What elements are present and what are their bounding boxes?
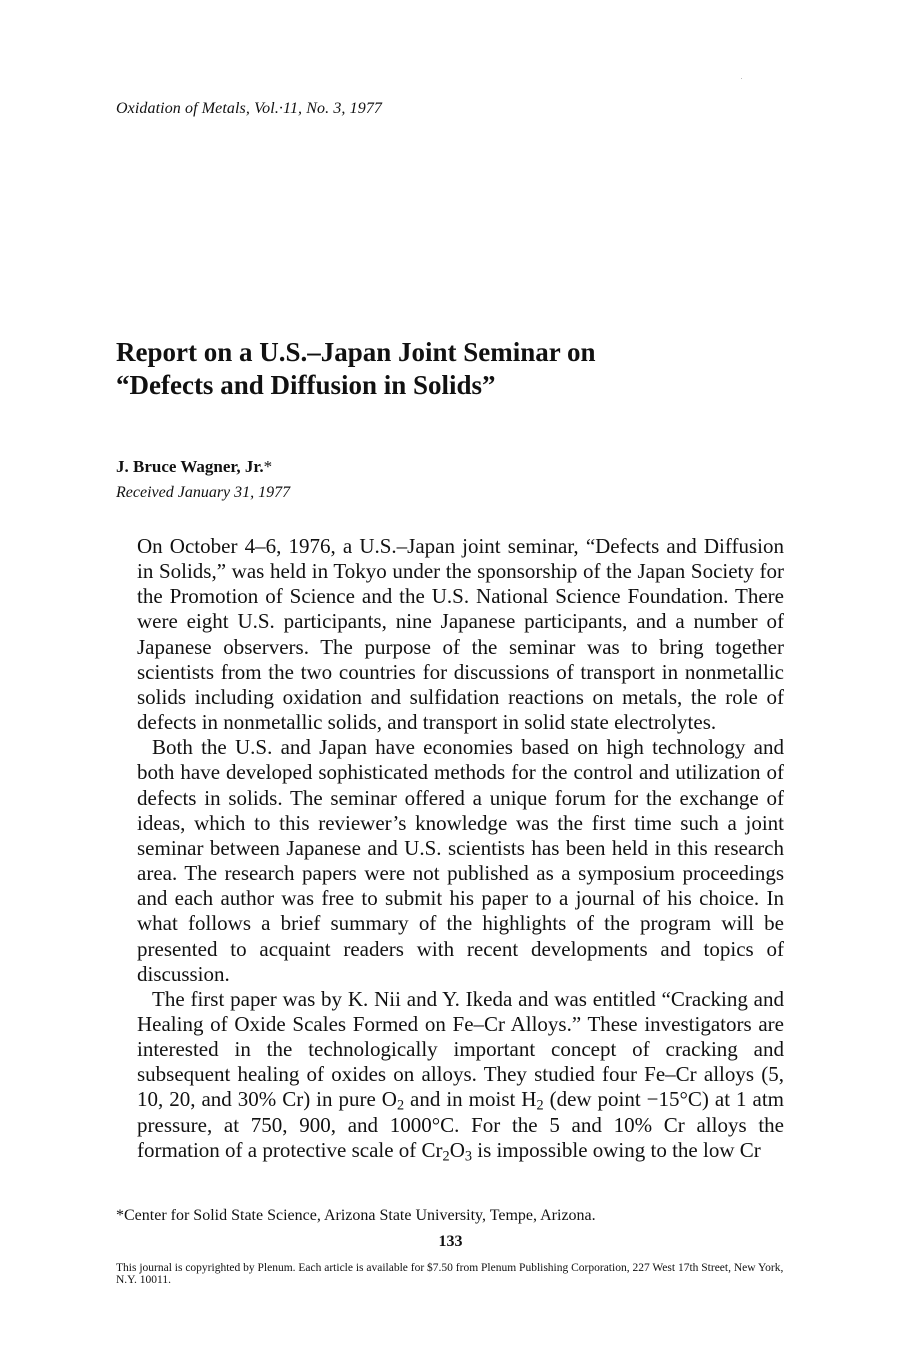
author-name: J. Bruce Wagner, Jr. bbox=[116, 457, 264, 476]
p3-text-4: O bbox=[449, 1137, 465, 1162]
p3-subscript-3: 2 bbox=[442, 1148, 450, 1165]
paragraph-1: On October 4–6, 1976, a U.S.–Japan joint seminar, “Defects and Diffusion in Solids,” was held in Tokyo under the sponsorship of the Japan Society for the Promotion of Science and the U.S. National Science Foundation. There were eight U.S. participants, nine Japanese participants, and a number of Japanese observers. The purpose of the seminar was to bring together scientists from the two countries for discussions of transport in nonmetallic solids including oxidation and sulfidation reactions on metals, the role of defects in nonmetallic solids, and transport in solid state electrolytes. bbox=[137, 534, 784, 735]
p3-text-3: (dew point −15°C) at 1 atm pressure, at 750, 900, and 1000°C. For the 5 and 10% Cr alloys the formation of a protective scale of Cr bbox=[137, 1087, 784, 1162]
author-line bbox=[116, 457, 272, 477]
paragraph-2: Both the U.S. and Japan have economies based on high technology and both have developed sophisticated methods for the control and utilization of defects in solids. The seminar offered a unique forum for the exchange of ideas, which to this reviewer’s knowledge was the first time such a joint seminar between Japanese and U.S. scientists has been held in this research area. The research papers were not published as a symposium proceedings and each author was free to submit his paper to a journal of his choice. In what follows a brief summary of the highlights of the program will be presented to acquaint readers with recent developments and topics of discussion. bbox=[137, 735, 784, 986]
page-number: 133 bbox=[438, 1233, 463, 1250]
p3-text-2: and in moist H bbox=[404, 1087, 537, 1112]
title-line-1: Report on a U.S.–Japan Joint Seminar on bbox=[116, 337, 596, 367]
p3-subscript-4: 3 bbox=[464, 1148, 472, 1165]
copyright-notice: This journal is copyrighted by Plenum. Each article is available for $7.50 from Plenum Publishing Corporation, 227 West 17th Street, New York, N.Y. 10011. bbox=[116, 1262, 784, 1286]
author-footnote: *Center for Solid State Science, Arizona State University, Tempe, Arizona. bbox=[116, 1207, 596, 1224]
author-footnote-mark: * bbox=[263, 457, 273, 476]
p3-text-5: is impossible owing to the low Cr bbox=[472, 1137, 761, 1162]
p3-subscript-1: 2 bbox=[396, 1098, 405, 1114]
title-line-2: “Defects and Diffusion in Solids” bbox=[116, 370, 496, 400]
journal-citation: Oxidation of Metals, Vol.·11, No. 3, 1977 bbox=[116, 100, 383, 117]
p3-subscript-2: 2 bbox=[536, 1098, 544, 1114]
article-body bbox=[137, 534, 784, 1163]
received-date: Received January 31, 1977 bbox=[116, 484, 291, 501]
scan-speck bbox=[741, 78, 742, 79]
article-title bbox=[116, 336, 796, 402]
p3-text-1: The first paper was by K. Nii and Y. Ikeda and was entitled “Cracking and Healing of Oxide Scales Formed on Fe–Cr Alloys.” These investigators are interested in the technologically important concept of cracking and subsequent healing of oxides on alloys. They studied four Fe–Cr alloys (5, 10, 20, and 30% Cr) in pure O bbox=[137, 986, 784, 1112]
paragraph-3 bbox=[137, 987, 784, 1163]
